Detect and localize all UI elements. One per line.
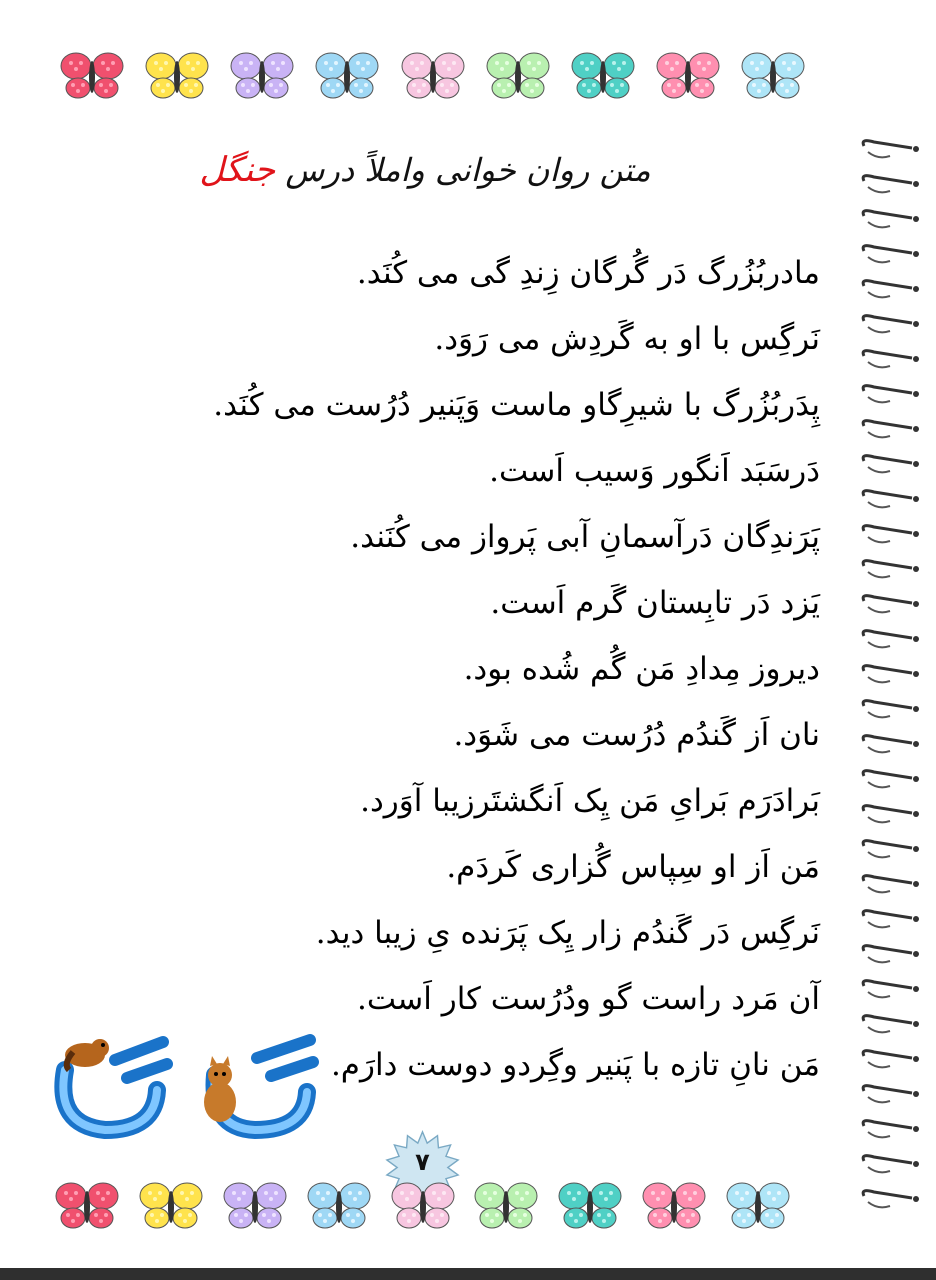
butterfly-icon bbox=[55, 1180, 119, 1232]
butterfly-border-top bbox=[60, 46, 805, 106]
butterfly-icon bbox=[307, 1180, 371, 1232]
lesson-title-highlight: جنگل bbox=[199, 150, 276, 190]
butterfly-icon bbox=[741, 50, 805, 102]
text-line: دَرسَبَد اَنگور وَسیب اَست. bbox=[489, 453, 820, 489]
text-line: مَن نانِ تازه با پَنیر وگِردو دوست دارَم. bbox=[330, 1047, 820, 1083]
notebook-spiral-icon bbox=[854, 128, 932, 1228]
butterfly-icon bbox=[656, 50, 720, 102]
butterfly-icon bbox=[230, 50, 294, 102]
butterfly-icon bbox=[315, 50, 379, 102]
gaf-letter-cat-icon bbox=[195, 1030, 320, 1140]
text-line: بَرادَرَم بَرایِ مَن یِک اَنگشتَرزیبا آوَرد. bbox=[360, 783, 820, 819]
butterfly-border-bottom bbox=[55, 1176, 790, 1236]
text-line: آن مَرد راست گو ودُرُست کار اَست. bbox=[356, 981, 820, 1017]
butterfly-icon bbox=[642, 1180, 706, 1232]
lesson-title bbox=[150, 150, 700, 220]
text-line: پِدَربُزُرگ با شیرِگاو ماست وَپَنیر دُرُست می کُنَد. bbox=[213, 387, 820, 423]
butterfly-icon bbox=[139, 1180, 203, 1232]
butterfly-icon bbox=[60, 50, 124, 102]
gaf-letter-dog-icon bbox=[45, 1030, 175, 1140]
butterfly-icon bbox=[474, 1180, 538, 1232]
page-number: ۷ bbox=[415, 1148, 430, 1176]
bottom-bar bbox=[0, 1268, 936, 1280]
lesson-title-text: متن روان خوانی واملاً درس bbox=[285, 151, 651, 189]
text-line: نَرگِس دَر گَندُم زار یِک پَرَنده یِ زیبا دید. bbox=[315, 915, 820, 951]
text-line: مَن اَز او سِپاس گُزاری کَردَم. bbox=[446, 849, 820, 885]
butterfly-icon bbox=[486, 50, 550, 102]
text-line: مادربُزُرگ دَر گُرگان زِندِ گی می کُنَد. bbox=[356, 255, 820, 291]
text-line: پَرَندِگان دَرآسمانِ آبی پَرواز می کُنَند. bbox=[350, 519, 820, 555]
text-line: نان اَز گَندُم دُرُست می شَوَد. bbox=[453, 717, 820, 753]
text-line: یَزد دَر تابِستان گَرم اَست. bbox=[490, 585, 820, 621]
butterfly-icon bbox=[726, 1180, 790, 1232]
butterfly-icon bbox=[401, 50, 465, 102]
text-line: نَرگِس با او به گَردِش می رَوَد. bbox=[434, 321, 820, 357]
butterfly-icon bbox=[391, 1180, 455, 1232]
reading-text bbox=[190, 240, 820, 1098]
text-line: دیروز مِدادِ مَن گُم شُده بود. bbox=[463, 651, 820, 687]
butterfly-icon bbox=[571, 50, 635, 102]
butterfly-icon bbox=[145, 50, 209, 102]
butterfly-icon bbox=[558, 1180, 622, 1232]
butterfly-icon bbox=[223, 1180, 287, 1232]
